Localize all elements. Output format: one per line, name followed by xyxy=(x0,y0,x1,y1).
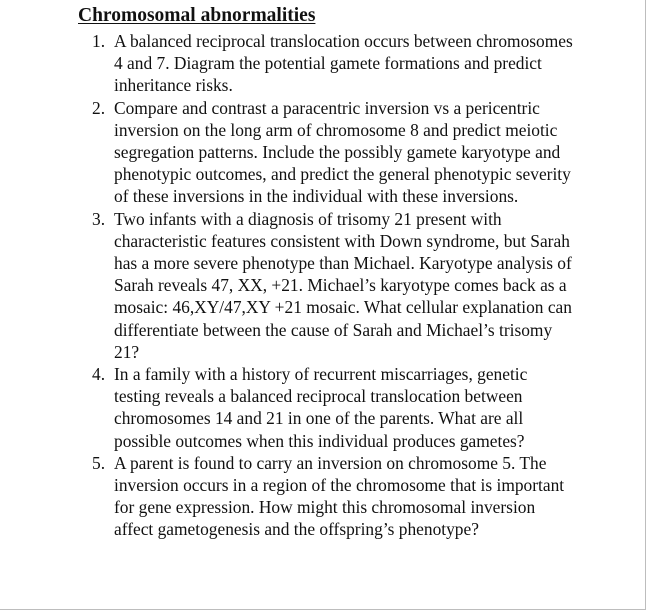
question-list xyxy=(78,30,578,541)
question-text: Compare and contrast a paracentric inversion vs a pericentric inversion on the long arm of chromosome 8 and predict meiotic segregation patterns. Include the possibly gamete karyotype and phenotypic outcomes, and predict the general phenotypic severity of these inversions in the individual with these inversions. xyxy=(114,97,571,207)
question-text: A parent is found to carry an inversion on chromosome 5. The inversion occurs in a region of the chromosome that is important for gene expression. How might this chromosomal inversion affect gametogenesis and the offspring’s phenotype? xyxy=(114,452,565,540)
question-number: 1. xyxy=(92,31,106,51)
question-number: 3. xyxy=(92,208,106,229)
document-title: Chromosomal abnormalities xyxy=(78,5,316,26)
question-text: A balanced reciprocal translocation occurs between chromosomes 4 and 7. Diagram the potential gamete formations and predict inheritance risks. xyxy=(114,31,573,96)
question-text: Two infants with a diagnosis of trisomy 21 present with characteristic features consistent with Down syndrome, but Sarah has a more severe phenotype than Michael. Karyotype analysis of Sarah reveals 47, XX, +21. Michael’s karyotype comes back as a mosaic: 46,XY/47,XY +21 mosaic. What cellular explanation can differentiate between the cause of Sarah and Michael’s trisomy 21? xyxy=(114,208,572,362)
question-text: In a family with a history of recurrent miscarriages, genetic testing reveals a balanced reciprocal translocation between chromosomes 14 and 21 in one of the parents. What are all possible outcomes when this individual produces gametes? xyxy=(114,364,528,451)
question-number: 5. xyxy=(92,452,106,473)
question-number: 2. xyxy=(92,97,106,118)
question-item xyxy=(78,363,578,452)
question-item xyxy=(78,452,578,541)
question-number: 4. xyxy=(92,364,106,385)
document xyxy=(78,4,578,541)
question-item xyxy=(78,30,578,97)
question-item xyxy=(78,97,578,208)
question-item xyxy=(78,208,578,363)
